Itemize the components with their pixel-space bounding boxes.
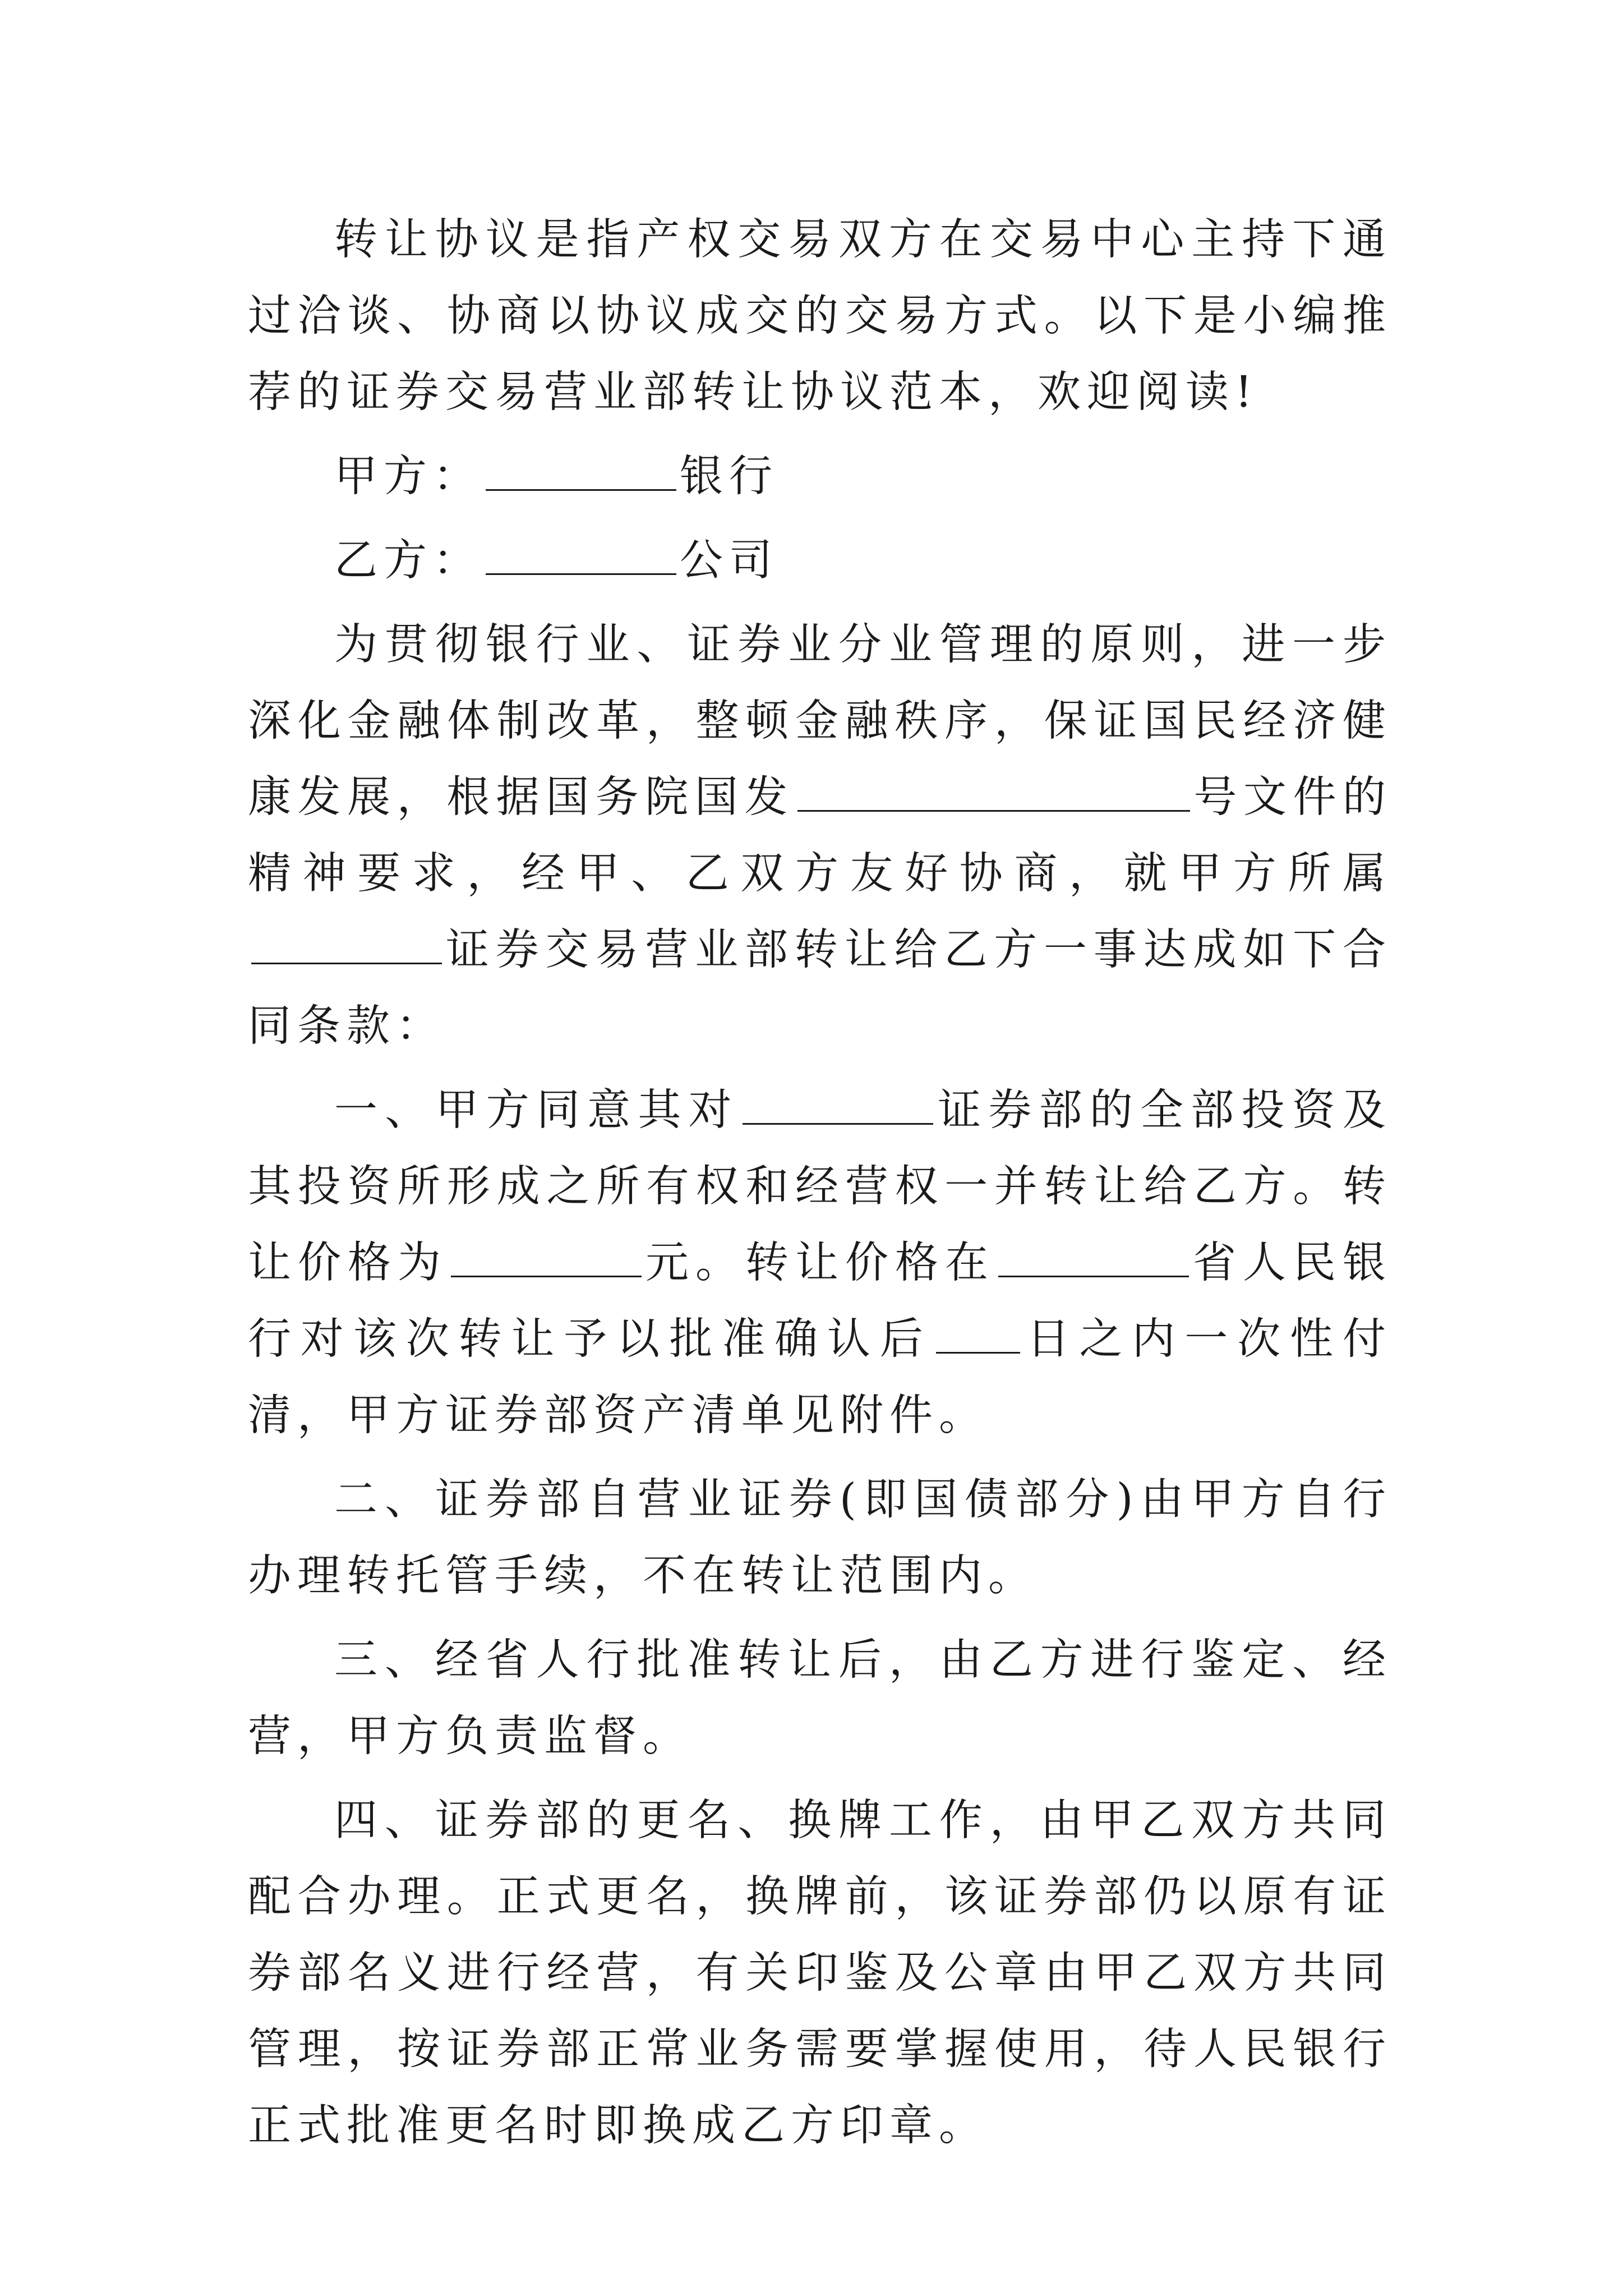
clause-1-text-3: 元。转让价格在 [645,1238,995,1288]
preamble-paragraph [248,607,1392,1065]
province-blank [998,1239,1189,1277]
days-blank [936,1315,1020,1354]
party-b-suffix: 公司 [680,536,778,586]
preamble-text-2: 号文件的精神要求，经甲、乙双方友好协商，就甲方所属 [248,772,1393,899]
preamble-text-3: 证券交易营业部转让给乙方一事达成如下合同条款： [248,925,1392,1051]
clause-1-text-4: 省人民银行对该次转让予以批准确认后 [248,1238,1392,1364]
clause-1-text-1: 一、甲方同意其对 [334,1085,739,1135]
clause-2: 二、证券部自营业证券(即国债部分)由甲方自行办理转托管手续，不在转让范围内。 [248,1475,1392,1601]
clause-1-text-2: 证券部的全部投资及其投资所形成之所有权和经营权一并转让给乙方。转让价格为 [248,1085,1393,1288]
document-body [248,202,1392,2172]
branch-name-blank [251,926,442,964]
party-a-line [248,439,1392,515]
party-b-label: 乙方： [334,536,482,586]
party-a-blank [486,452,676,491]
clause-1 [248,1073,1392,1454]
party-b-line [248,523,1392,599]
price-blank [451,1239,642,1277]
party-a-suffix: 银行 [680,452,778,501]
intro-paragraph: 转让协议是指产权交易双方在交易中心主持下通过洽谈、协商以协议成交的交易方式。以下是小编推荐的证券交易营业部转让协议范本，欢迎阅读! [248,215,1392,417]
clause-4: 四、证券部的更名、换牌工作，由甲乙双方共同配合办理。正式更名，换牌前，该证券部仍以原有证券部名义进行经营，有关印鉴及公章由甲乙双方共同管理，按证券部正常业务需要掌握使用，待人民银行正式批准更名时即换成乙方印章。 [248,1796,1392,2151]
document-number-blank [797,773,1190,812]
clause-1-text-5: 日之内一次性付清，甲方证券部资产清单见附件。 [248,1314,1393,1441]
party-b-blank [486,536,676,575]
preamble-text-1: 为贯彻银行业、证券业分业管理的原则，进一步深化金融体制改革，整顿金融秩序，保证国民经济健康发展，根据国务院国发 [248,620,1392,822]
clause-3: 三、经省人行批准转让后，由乙方进行鉴定、经营，甲方负责监督。 [248,1635,1392,1761]
party-a-label: 甲方： [334,452,482,501]
securities-dept-blank [743,1086,933,1125]
